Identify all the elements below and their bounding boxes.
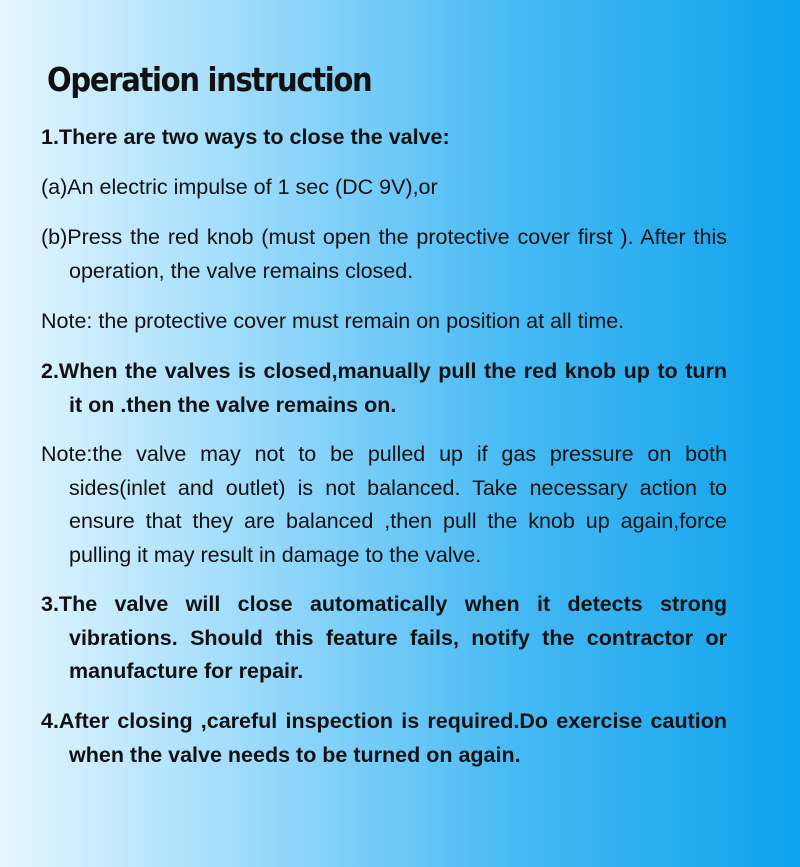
note-protective-cover: Note: the protective cover must remain on position at all time. bbox=[41, 309, 625, 333]
instruction-step-4: 4.After closing ,careful inspection is required.Do exercise caution when the valve needs to be turned on again. bbox=[41, 709, 727, 767]
close-method-b: (b)Press the red knob (must open the protective cover first ). After this operation, the valve remains closed. bbox=[41, 225, 727, 283]
close-method-a: (a)An electric impulse of 1 sec (DC 9V),or bbox=[41, 175, 438, 199]
instruction-step-1: 1.There are two ways to close the valve: bbox=[41, 125, 450, 149]
instruction-step-2: 2.When the valves is closed,manually pull the red knob up to turn it on .then the valve remains on. bbox=[41, 359, 727, 417]
instruction-step-3: 3.The valve will close automatically when it detects strong vibrations. Should this feature fails, notify the contractor or manufacture for repair. bbox=[41, 592, 727, 683]
note-gas-pressure: Note:the valve may not to be pulled up if gas pressure on both sides(inlet and outlet) is not balanced. Take necessary action to ensure that they are balanced ,then pull the knob up again,force pulling it may result in damage to the valve. bbox=[41, 442, 727, 567]
page-title: Operation instruction bbox=[47, 60, 372, 99]
